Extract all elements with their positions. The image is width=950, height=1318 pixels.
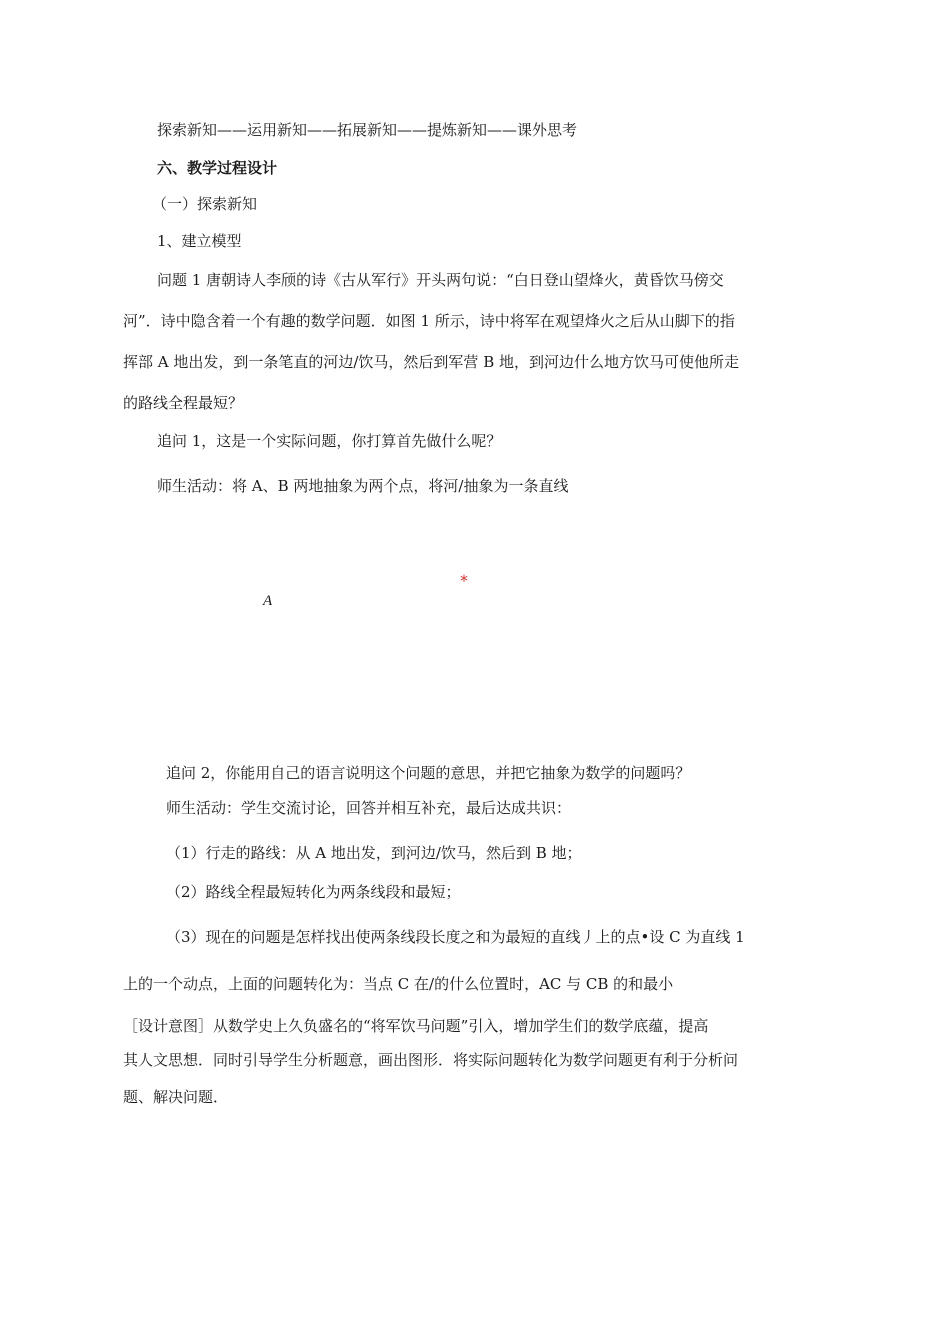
problem-text-line-1: 问题 1 唐朝诗人李颀的诗《古从军行》开头两句说：“白日登山望烽火，黄昏饮马傍交 — [157, 271, 724, 289]
point-a-label: A — [263, 593, 273, 609]
design-intent-line-2: 其人文思想．同时引导学生分析题意，画出图形．将实际问题转化为数学问题更有利于分析问 — [123, 1051, 739, 1069]
consensus-item-3: （3）现在的问题是怎样找出使两条线段长度之和为最短的直线丿上的点•设 C 为直线 1 — [166, 928, 745, 946]
teacher-student-activity-2: 师生活动：学生交流讨论，回答并相互补充，最后达成共识： — [166, 799, 572, 817]
section-heading: 六、教学过程设计 — [157, 159, 278, 177]
problem-text-line-3: 挥部 A 地出发，到一条笔直的河边/饮马，然后到军营 B 地，到河边什么地方饮马可使他所走 — [123, 353, 739, 371]
consensus-item-2: （2）路线全程最短转化为两条线段和最短； — [166, 883, 461, 901]
design-intent-line-3: 题、解决问题． — [123, 1088, 229, 1106]
step-heading: 1、建立模型 — [157, 232, 242, 250]
teacher-student-activity-1: 师生活动：将 A、B 两地抽象为两个点，将河/抽象为一条直线 — [157, 477, 569, 495]
followup-question-2: 追问 2，你能用自己的语言说明这个问题的意思，并把它抽象为数学的问题吗？ — [166, 764, 691, 782]
followup-question-1: 追问 1，这是一个实际问题，你打算首先做什么呢？ — [157, 432, 502, 450]
consensus-continuation: 上的一个动点，上面的问题转化为：当点 C 在/的什么位置时，AC 与 CB 的和最小 — [123, 975, 674, 993]
subsection-heading: （一）探索新知 — [152, 195, 258, 213]
design-intent-line-1: ［设计意图］从数学史上久负盛名的“将军饮马问题”引入，增加学生们的数学底蕴，提高 — [123, 1017, 709, 1035]
consensus-item-1: （1）行走的路线：从 A 地出发，到河边/饮马，然后到 B 地； — [166, 844, 582, 862]
lesson-flow-text: 探索新知——运用新知——拓展新知——提炼新知——课外思考 — [157, 121, 578, 139]
point-marker-star: * — [460, 571, 468, 590]
problem-text-line-4: 的路线全程最短？ — [123, 394, 244, 412]
problem-text-line-2: 河”．诗中隐含着一个有趣的数学问题．如图 1 所示，诗中将军在观望烽火之后从山脚下的指 — [123, 312, 735, 330]
